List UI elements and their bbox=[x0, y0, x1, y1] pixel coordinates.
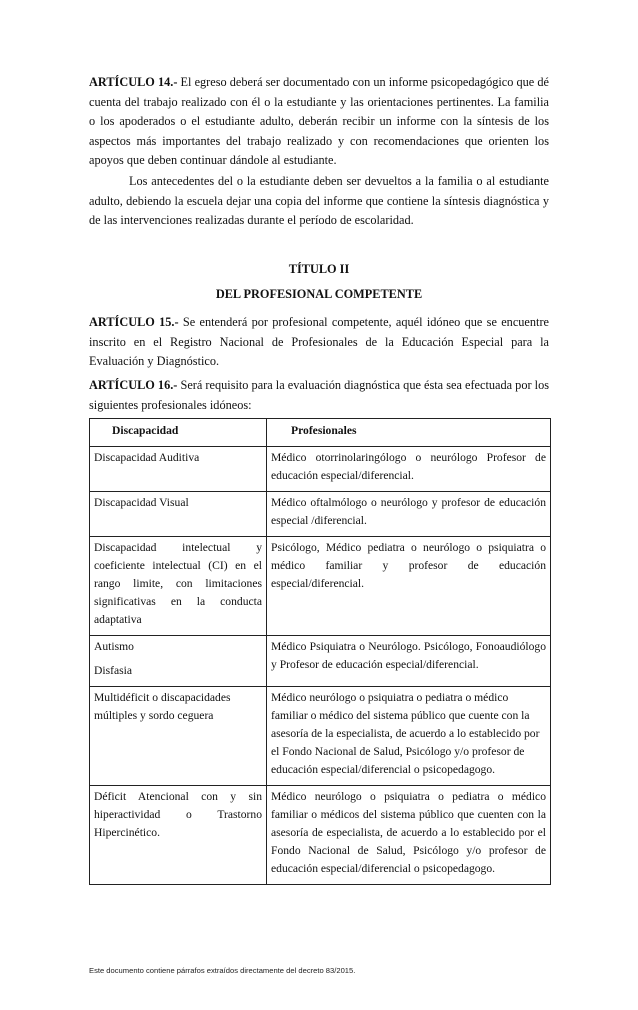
professionals-cell: Médico otorrinolaringólogo o neurólogo Profesor de educación especial/diferencial. bbox=[267, 447, 551, 492]
table-row bbox=[90, 687, 551, 786]
section-title: TÍTULO II bbox=[288, 262, 350, 276]
article-15-label: ARTÍCULO 15.- bbox=[89, 315, 179, 329]
article-16-text: Será requisito para la evaluación diagnóstica que ésta sea efectuada por los siguientes profesionales idóneos: bbox=[89, 378, 550, 412]
disability-cell: Multidéficit o discapacidades múltiples y sordo ceguera bbox=[90, 687, 267, 786]
header-discapacidad: Discapacidad bbox=[90, 419, 267, 447]
professionals-table bbox=[89, 418, 551, 885]
section-subtitle: DEL PROFESIONAL COMPETENTE bbox=[215, 287, 423, 301]
article-14 bbox=[89, 73, 549, 171]
article-14-label: ARTÍCULO 14.- bbox=[89, 75, 178, 89]
article-14-paragraph-2: Los antecedentes del o la estudiante deben ser devueltos a la familia o al estudiante adulto, debiendo la escuela dejar una copia del informe que contiene la síntesis diagnóstica y de las intervenciones realizadas durante el período de escolaridad. bbox=[89, 174, 549, 228]
disability-cell: Discapacidad Visual bbox=[90, 492, 267, 537]
article-15-text: Se entenderá por profesional competente, aquél idóneo que se encuentre inscrito en el Registro Nacional de Profesionales de la Educación Especial para la Evaluación y Diagnóstico. bbox=[89, 315, 549, 369]
table-row bbox=[90, 492, 551, 537]
disability-cell: Discapacidad Auditiva bbox=[90, 447, 267, 492]
disability-disfasia: Disfasia bbox=[94, 664, 132, 677]
article-15 bbox=[89, 313, 549, 372]
header-profesionales: Profesionales bbox=[267, 419, 551, 447]
professionals-cell: Médico oftalmólogo o neurólogo y profesor de educación especial /diferencial. bbox=[267, 492, 551, 537]
disability-cell bbox=[90, 636, 267, 687]
professionals-cell: Médico Psiquiatra o Neurólogo. Psicólogo, Fonoaudiólogo y Profesor de educación especial/diferencial. bbox=[267, 636, 551, 687]
page-footer: Este documento contiene párrafos extraídos directamente del decreto 83/2015. bbox=[89, 966, 356, 975]
article-16-label: ARTÍCULO 16.- bbox=[89, 378, 178, 392]
disability-autismo: Autismo bbox=[94, 640, 134, 653]
article-14-text: El egreso deberá ser documentado con un informe psicopedagógico que dé cuenta del trabajo realizado con él o la estudiante y las orientaciones pertinentes. La familia o los apoderados o el estudiante adulto, deberán recibir un informe con la síntesis de los aspectos más importantes del trabajo realizado y con recomendaciones que orienten los apoyos que deben continuar dándole al estudiante. bbox=[89, 75, 549, 168]
professionals-cell: Médico neurólogo o psiquiatra o pediatra o médico familiar o médicos del sistema público que cuenten con la asesoría de especialista, de acuerdo a lo establecido por el Fondo Nacional de Salud, Psicólogo y/o profesor de educación especial/diferencial o psicopedagogo. bbox=[267, 786, 551, 885]
professionals-cell: Médico neurólogo o psiquiatra o pediatra o médico familiar o médico del sistema público que cuente con la asesoría de la especialista, de acuerdo a lo establecido por el Fondo Nacional de Salud, Psicólogo y/o profesor de educación especial/diferencial o psicopedagogo. bbox=[267, 687, 551, 786]
disability-cell: Discapacidad intelectual y coeficiente intelectual (CI) en el rango limite, con limitaciones significativas en la conducta adaptativa bbox=[90, 537, 267, 636]
table-row bbox=[90, 447, 551, 492]
table-row bbox=[90, 786, 551, 885]
table-row bbox=[90, 537, 551, 636]
article-16 bbox=[89, 376, 549, 415]
table-header-row bbox=[90, 419, 551, 447]
disability-cell: Déficit Atencional con y sin hiperactividad o Trastorno Hipercinético. bbox=[90, 786, 267, 885]
professionals-cell: Psicólogo, Médico pediatra o neurólogo o psiquiatra o médico familiar y profesor de educación especial/diferencial. bbox=[267, 537, 551, 636]
table-row bbox=[90, 636, 551, 687]
